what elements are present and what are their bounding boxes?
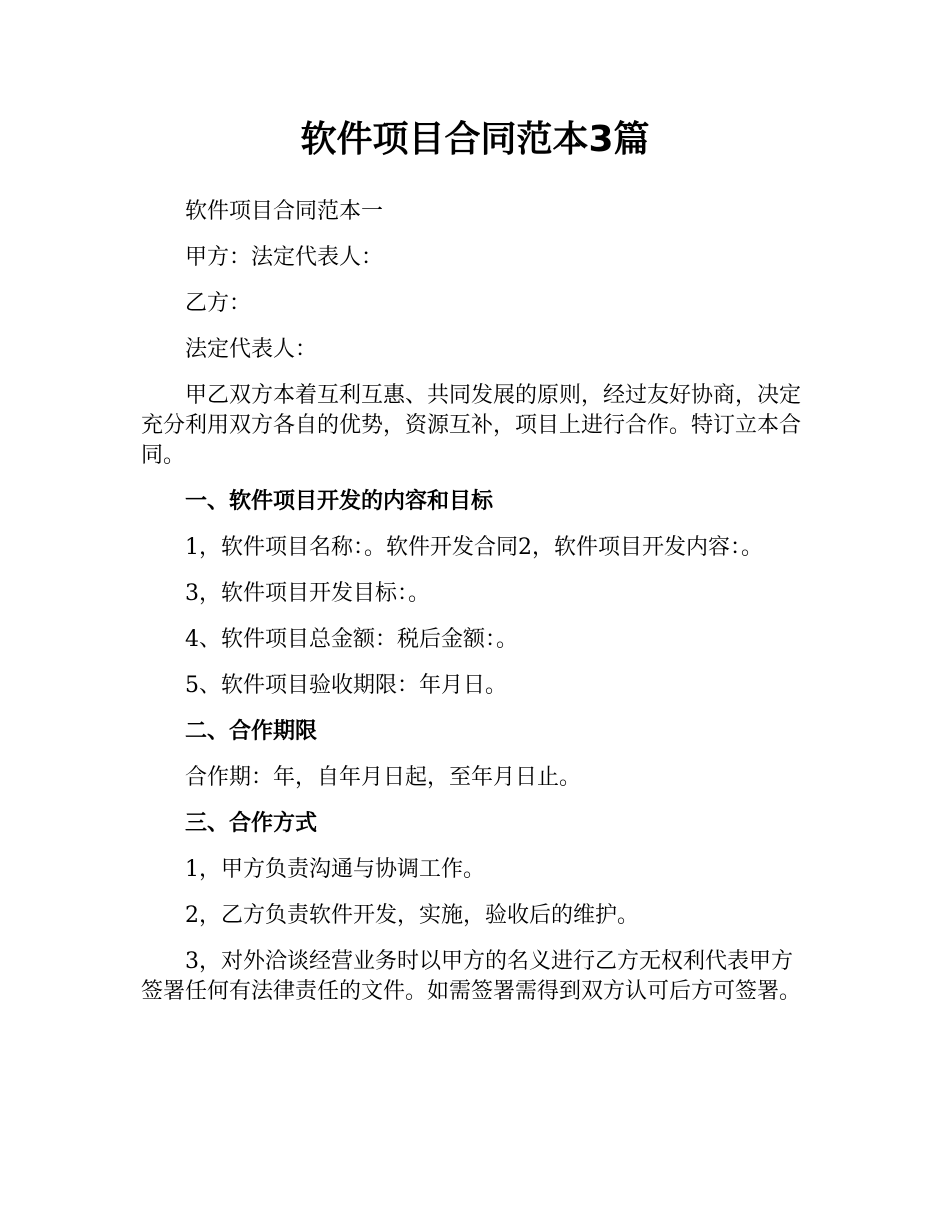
paragraph-method-3: 3，对外洽谈经营业务时以甲方的名义进行乙方无权利代表甲方签署任何有法律责任的文件。如需签署需得到双方认可后方可签署。 — [141, 949, 802, 1004]
document-body — [141, 197, 813, 1023]
paragraph-item-4: 4、软件项目总金额：税后金额：。 — [185, 627, 518, 652]
paragraph-item-1: 1，软件项目名称：。软件开发合同2，软件项目开发内容：。 — [185, 535, 763, 560]
paragraph-party-a: 甲方：法定代表人： — [185, 245, 384, 270]
paragraph-method-2: 2，乙方负责软件开发，实施，验收后的维护。 — [185, 903, 639, 928]
paragraph-cooperation-period: 合作期：年，自年月日起，至年月日止。 — [185, 765, 582, 790]
paragraph-item-5: 5、软件项目验收期限：年月日。 — [185, 673, 507, 698]
paragraph-legal-representative: 法定代表人： — [185, 337, 318, 362]
heading-section-2: 二、合作期限 — [185, 719, 318, 744]
paragraph-item-3: 3，软件项目开发目标：。 — [185, 581, 430, 606]
paragraph-preamble: 甲乙双方本着互利互惠、共同发展的原则，经过友好协商，决定充分利用双方各自的优势，资源互补，项目上进行合作。特订立本合同。 — [141, 383, 802, 468]
paragraph-contract-subtitle: 软件项目合同范本一 — [185, 199, 384, 224]
document-title: 软件项目合同范本3篇 — [300, 119, 650, 160]
paragraph-method-1: 1，甲方负责沟通与协调工作。 — [185, 857, 485, 882]
heading-section-1: 一、软件项目开发的内容和目标 — [185, 489, 494, 514]
paragraph-party-b: 乙方： — [185, 291, 252, 316]
heading-section-3: 三、合作方式 — [185, 811, 318, 836]
